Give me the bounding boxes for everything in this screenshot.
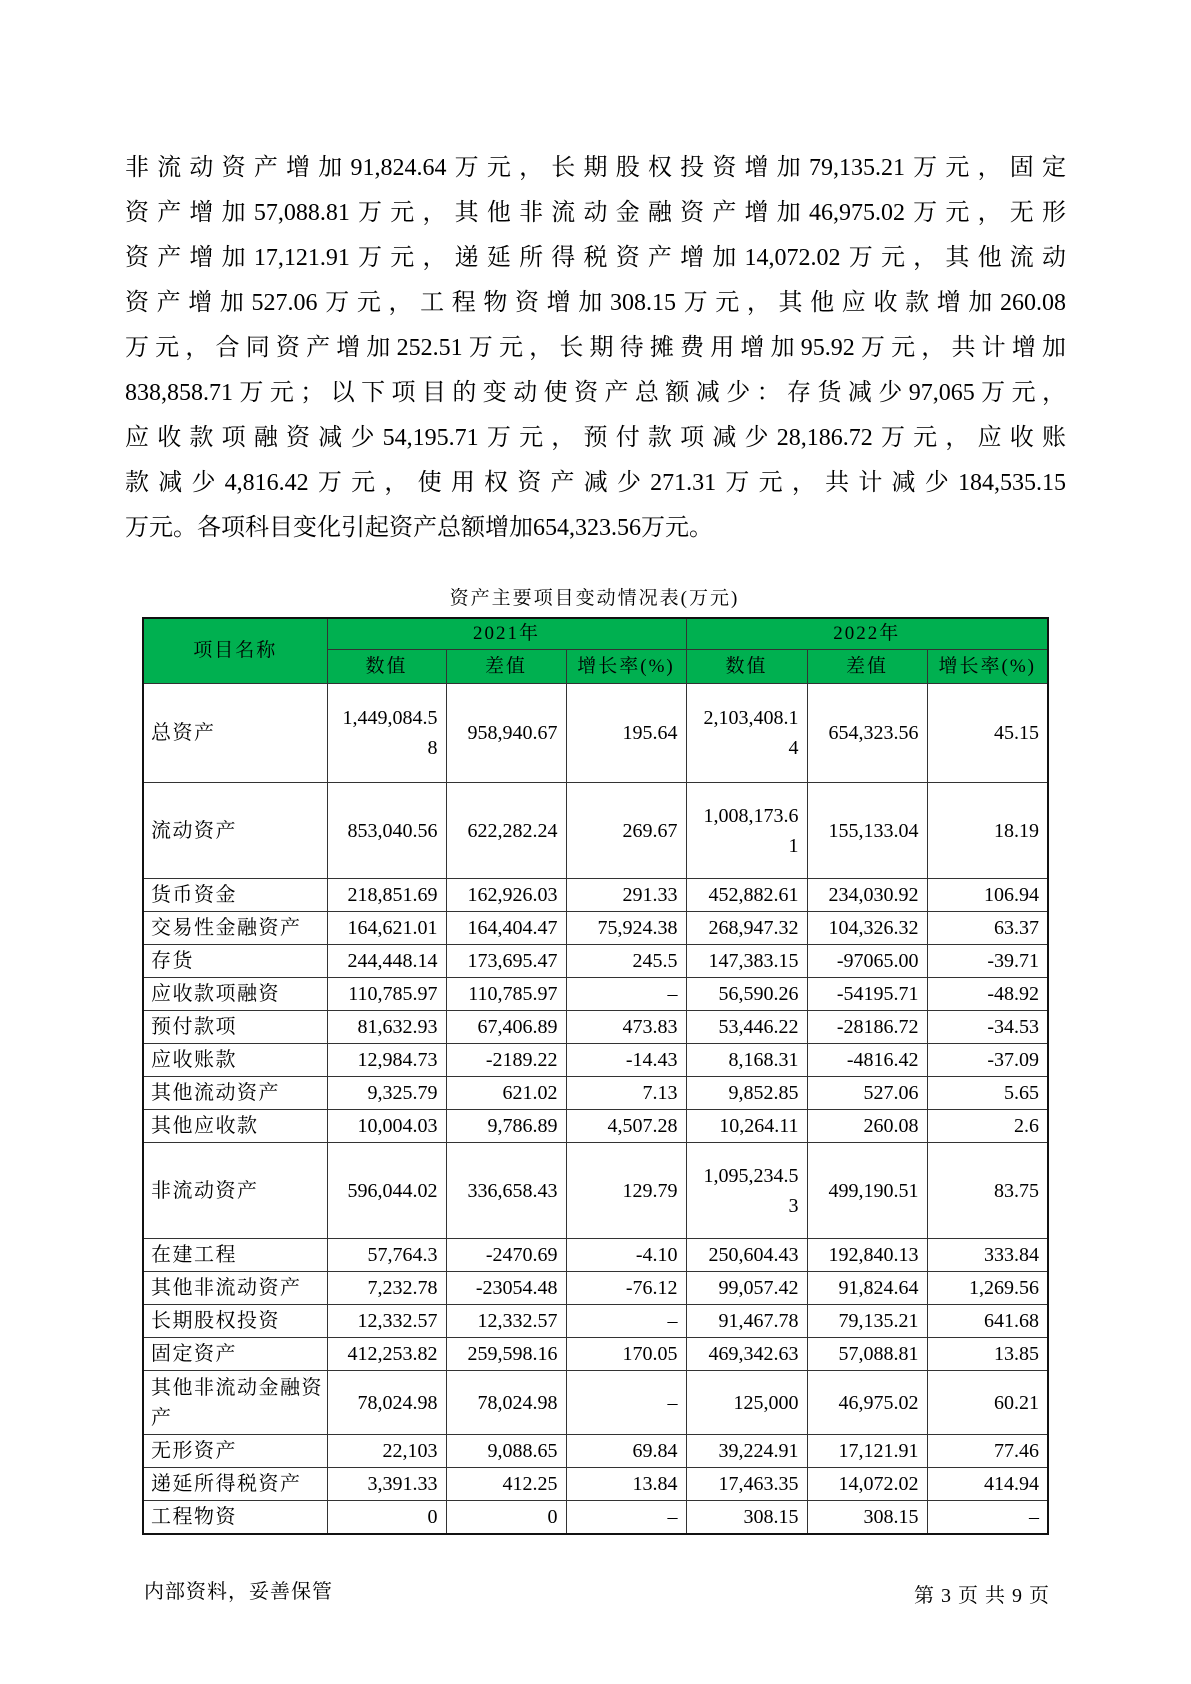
- table-header: [143, 618, 1048, 684]
- growth-2021-cell: 4,507.28: [566, 1110, 686, 1143]
- row-label-cell: 工程物资: [143, 1501, 327, 1534]
- diff-2021-cell: 958,940.67: [446, 684, 566, 783]
- growth-2021-cell: 269.67: [566, 783, 686, 879]
- diff-2022-cell: 527.06: [807, 1077, 927, 1110]
- row-label-cell: 在建工程: [143, 1239, 327, 1272]
- row-label-cell: 递延所得税资产: [143, 1468, 327, 1501]
- paragraph-line: 万元。各项科目变化引起资产总额增加654,323.56万元。: [125, 515, 713, 541]
- growth-2021-cell: –: [566, 1305, 686, 1338]
- value-2022-cell: 8,168.31: [686, 1044, 807, 1077]
- row-label-cell: 非流动资产: [143, 1143, 327, 1239]
- table-header-row-years: [143, 618, 1048, 650]
- diff-2021-cell: 9,088.65: [446, 1435, 566, 1468]
- diff-2021-cell: 164,404.47: [446, 912, 566, 945]
- value-2022-cell: 17,463.35: [686, 1468, 807, 1501]
- value-2022-cell: 250,604.43: [686, 1239, 807, 1272]
- growth-2022-cell: 641.68: [927, 1305, 1048, 1338]
- value-2021-cell: 9,325.79: [327, 1077, 446, 1110]
- growth-2022-cell: 63.37: [927, 912, 1048, 945]
- paragraph-line: 万元，合同资产增加252.51万元，长期待摊费用增加95.92万元，共计增加: [125, 335, 1066, 361]
- growth-2021-cell: 473.83: [566, 1011, 686, 1044]
- growth-2021-cell: 129.79: [566, 1143, 686, 1239]
- growth-2022-cell: 106.94: [927, 879, 1048, 912]
- value-2021-cell: 110,785.97: [327, 978, 446, 1011]
- value-2022-cell: 9,852.85: [686, 1077, 807, 1110]
- table-row: [143, 1011, 1048, 1044]
- growth-2022-cell: 18.19: [927, 783, 1048, 879]
- value-2021-cell: 218,851.69: [327, 879, 446, 912]
- diff-2021-cell: 9,786.89: [446, 1110, 566, 1143]
- value-2022-cell: 1,008,173.61: [686, 783, 807, 879]
- footer-confidential-note: 内部资料，妥善保管: [144, 1581, 333, 1603]
- table-row: [143, 1305, 1048, 1338]
- value-2021-cell: 12,984.73: [327, 1044, 446, 1077]
- header-value-2022: 数值: [686, 650, 807, 684]
- diff-2022-cell: 308.15: [807, 1501, 927, 1534]
- value-2021-cell: 78,024.98: [327, 1371, 446, 1435]
- row-label-cell: 其他应收款: [143, 1110, 327, 1143]
- diff-2021-cell: -2189.22: [446, 1044, 566, 1077]
- value-2022-cell: 268,947.32: [686, 912, 807, 945]
- growth-2021-cell: -76.12: [566, 1272, 686, 1305]
- paragraph-line: 非流动资产增加91,824.64万元，长期股权投资增加79,135.21万元，固定: [125, 155, 1066, 181]
- growth-2022-cell: 77.46: [927, 1435, 1048, 1468]
- diff-2022-cell: 57,088.81: [807, 1338, 927, 1371]
- table-row: [143, 1501, 1048, 1534]
- diff-2021-cell: 621.02: [446, 1077, 566, 1110]
- header-year-2022: 2022年: [686, 618, 1048, 650]
- growth-2021-cell: -4.10: [566, 1239, 686, 1272]
- growth-2021-cell: –: [566, 1501, 686, 1534]
- value-2022-cell: 308.15: [686, 1501, 807, 1534]
- value-2021-cell: 57,764.3: [327, 1239, 446, 1272]
- value-2021-cell: 12,332.57: [327, 1305, 446, 1338]
- growth-2021-cell: 195.64: [566, 684, 686, 783]
- diff-2021-cell: 259,598.16: [446, 1338, 566, 1371]
- diff-2021-cell: 412.25: [446, 1468, 566, 1501]
- growth-2022-cell: -48.92: [927, 978, 1048, 1011]
- row-label-cell: 应收款项融资: [143, 978, 327, 1011]
- growth-2021-cell: 170.05: [566, 1338, 686, 1371]
- row-label-cell: 长期股权投资: [143, 1305, 327, 1338]
- growth-2021-cell: 7.13: [566, 1077, 686, 1110]
- growth-2022-cell: –: [927, 1501, 1048, 1534]
- paragraph-line: 838,858.71万元；以下项目的变动使资产总额减少：存货减少97,065万元，: [125, 380, 1066, 406]
- value-2022-cell: 469,342.63: [686, 1338, 807, 1371]
- header-growth-2022: 增长率(%): [927, 650, 1048, 684]
- value-2022-cell: 452,882.61: [686, 879, 807, 912]
- header-year-2021: 2021年: [327, 618, 686, 650]
- diff-2022-cell: 46,975.02: [807, 1371, 927, 1435]
- diff-2022-cell: -54195.71: [807, 978, 927, 1011]
- header-growth-2021: 增长率(%): [566, 650, 686, 684]
- diff-2021-cell: 67,406.89: [446, 1011, 566, 1044]
- diff-2022-cell: 14,072.02: [807, 1468, 927, 1501]
- diff-2022-cell: -97065.00: [807, 945, 927, 978]
- growth-2022-cell: 45.15: [927, 684, 1048, 783]
- table-row: [143, 978, 1048, 1011]
- diff-2022-cell: 17,121.91: [807, 1435, 927, 1468]
- asset-change-paragraph: [125, 146, 1066, 551]
- row-label-cell: 应收账款: [143, 1044, 327, 1077]
- growth-2022-cell: -39.71: [927, 945, 1048, 978]
- table-row: [143, 1272, 1048, 1305]
- value-2021-cell: 7,232.78: [327, 1272, 446, 1305]
- diff-2021-cell: 622,282.24: [446, 783, 566, 879]
- value-2021-cell: 164,621.01: [327, 912, 446, 945]
- growth-2022-cell: 83.75: [927, 1143, 1048, 1239]
- diff-2022-cell: 104,326.32: [807, 912, 927, 945]
- table-row: [143, 912, 1048, 945]
- row-label-cell: 固定资产: [143, 1338, 327, 1371]
- table-row: [143, 1077, 1048, 1110]
- diff-2022-cell: 654,323.56: [807, 684, 927, 783]
- growth-2021-cell: –: [566, 1371, 686, 1435]
- table-row: [143, 879, 1048, 912]
- diff-2022-cell: 234,030.92: [807, 879, 927, 912]
- table-row: [143, 945, 1048, 978]
- table-row: [143, 1338, 1048, 1371]
- row-label-cell: 交易性金融资产: [143, 912, 327, 945]
- table-row: [143, 1110, 1048, 1143]
- table-row: [143, 1044, 1048, 1077]
- table-row: [143, 1239, 1048, 1272]
- growth-2022-cell: 333.84: [927, 1239, 1048, 1272]
- diff-2021-cell: -2470.69: [446, 1239, 566, 1272]
- value-2021-cell: 0: [327, 1501, 446, 1534]
- row-label-cell: 流动资产: [143, 783, 327, 879]
- row-label-cell: 其他非流动资产: [143, 1272, 327, 1305]
- growth-2021-cell: –: [566, 978, 686, 1011]
- header-item-name: 项目名称: [143, 618, 327, 684]
- row-label-cell: 其他非流动金融资产: [143, 1371, 327, 1435]
- value-2021-cell: 10,004.03: [327, 1110, 446, 1143]
- diff-2021-cell: 336,658.43: [446, 1143, 566, 1239]
- table-row: [143, 1435, 1048, 1468]
- footer-page-number: 第 3 页 共 9 页: [914, 1585, 1050, 1607]
- value-2021-cell: 596,044.02: [327, 1143, 446, 1239]
- value-2022-cell: 125,000: [686, 1371, 807, 1435]
- diff-2022-cell: 499,190.51: [807, 1143, 927, 1239]
- row-label-cell: 存货: [143, 945, 327, 978]
- value-2022-cell: 1,095,234.53: [686, 1143, 807, 1239]
- value-2022-cell: 2,103,408.14: [686, 684, 807, 783]
- growth-2021-cell: -14.43: [566, 1044, 686, 1077]
- growth-2022-cell: 13.85: [927, 1338, 1048, 1371]
- growth-2021-cell: 291.33: [566, 879, 686, 912]
- growth-2022-cell: 2.6: [927, 1110, 1048, 1143]
- value-2022-cell: 53,446.22: [686, 1011, 807, 1044]
- table-row: [143, 1143, 1048, 1239]
- growth-2022-cell: 1,269.56: [927, 1272, 1048, 1305]
- growth-2022-cell: 60.21: [927, 1371, 1048, 1435]
- value-2022-cell: 99,057.42: [686, 1272, 807, 1305]
- paragraph-line: 应收款项融资减少54,195.71万元，预付款项减少28,186.72万元，应收账: [125, 425, 1066, 451]
- table-row: [143, 684, 1048, 783]
- header-diff-2022: 差值: [807, 650, 927, 684]
- asset-change-table: [142, 617, 1049, 1535]
- diff-2021-cell: 162,926.03: [446, 879, 566, 912]
- value-2021-cell: 1,449,084.58: [327, 684, 446, 783]
- paragraph-line: 资产增加17,121.91万元，递延所得税资产增加14,072.02万元，其他流动: [125, 245, 1066, 271]
- value-2022-cell: 10,264.11: [686, 1110, 807, 1143]
- table-title: 资产主要项目变动情况表(万元): [449, 588, 740, 609]
- diff-2021-cell: 110,785.97: [446, 978, 566, 1011]
- value-2021-cell: 81,632.93: [327, 1011, 446, 1044]
- growth-2021-cell: 245.5: [566, 945, 686, 978]
- diff-2021-cell: 173,695.47: [446, 945, 566, 978]
- diff-2021-cell: 0: [446, 1501, 566, 1534]
- value-2022-cell: 56,590.26: [686, 978, 807, 1011]
- diff-2021-cell: 12,332.57: [446, 1305, 566, 1338]
- asset-table-body: [143, 684, 1048, 1534]
- growth-2021-cell: 13.84: [566, 1468, 686, 1501]
- diff-2021-cell: 78,024.98: [446, 1371, 566, 1435]
- diff-2022-cell: -28186.72: [807, 1011, 927, 1044]
- value-2021-cell: 3,391.33: [327, 1468, 446, 1501]
- growth-2022-cell: 414.94: [927, 1468, 1048, 1501]
- diff-2022-cell: 79,135.21: [807, 1305, 927, 1338]
- table-row: [143, 783, 1048, 879]
- paragraph-line: 款减少4,816.42万元，使用权资产减少271.31万元，共计减少184,535.15: [125, 470, 1066, 496]
- table-row: [143, 1468, 1048, 1501]
- diff-2021-cell: -23054.48: [446, 1272, 566, 1305]
- diff-2022-cell: 91,824.64: [807, 1272, 927, 1305]
- growth-2022-cell: 5.65: [927, 1077, 1048, 1110]
- growth-2022-cell: -34.53: [927, 1011, 1048, 1044]
- row-label-cell: 无形资产: [143, 1435, 327, 1468]
- row-label-cell: 总资产: [143, 684, 327, 783]
- value-2021-cell: 22,103: [327, 1435, 446, 1468]
- header-diff-2021: 差值: [446, 650, 566, 684]
- growth-2021-cell: 75,924.38: [566, 912, 686, 945]
- diff-2022-cell: -4816.42: [807, 1044, 927, 1077]
- diff-2022-cell: 192,840.13: [807, 1239, 927, 1272]
- diff-2022-cell: 260.08: [807, 1110, 927, 1143]
- value-2021-cell: 412,253.82: [327, 1338, 446, 1371]
- paragraph-line: 资产增加527.06万元，工程物资增加308.15万元，其他应收款增加260.08: [125, 290, 1066, 316]
- value-2022-cell: 39,224.91: [686, 1435, 807, 1468]
- row-label-cell: 预付款项: [143, 1011, 327, 1044]
- row-label-cell: 其他流动资产: [143, 1077, 327, 1110]
- value-2022-cell: 147,383.15: [686, 945, 807, 978]
- diff-2022-cell: 155,133.04: [807, 783, 927, 879]
- row-label-cell: 货币资金: [143, 879, 327, 912]
- growth-2022-cell: -37.09: [927, 1044, 1048, 1077]
- paragraph-line: 资产增加57,088.81万元，其他非流动金融资产增加46,975.02万元，无形: [125, 200, 1066, 226]
- header-value-2021: 数值: [327, 650, 446, 684]
- value-2022-cell: 91,467.78: [686, 1305, 807, 1338]
- table-row: [143, 1371, 1048, 1435]
- value-2021-cell: 853,040.56: [327, 783, 446, 879]
- value-2021-cell: 244,448.14: [327, 945, 446, 978]
- growth-2021-cell: 69.84: [566, 1435, 686, 1468]
